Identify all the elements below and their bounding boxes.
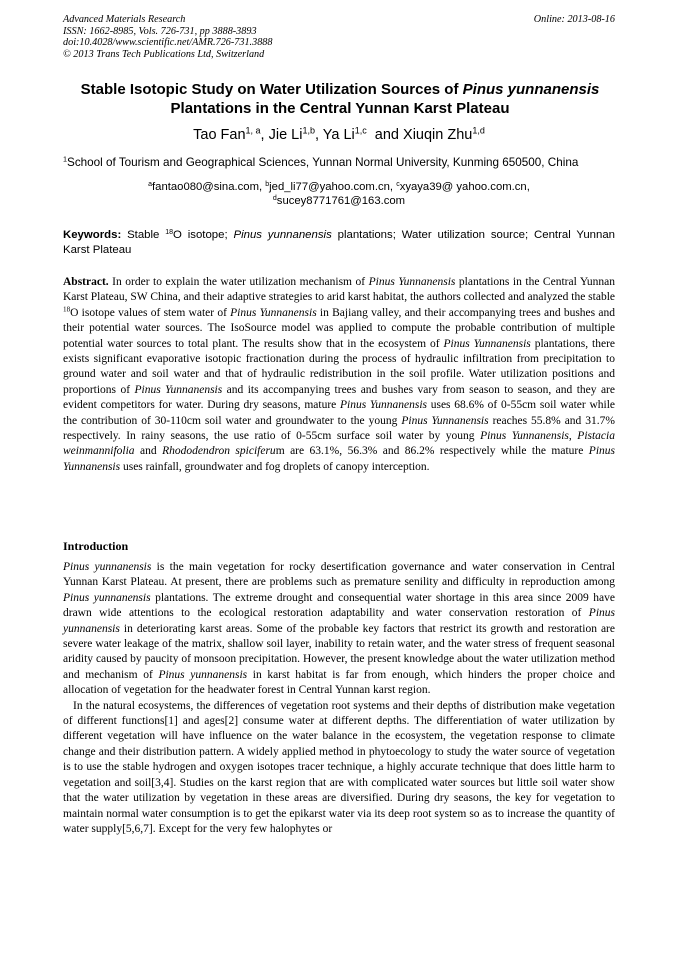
section-heading-introduction: Introduction — [63, 539, 129, 553]
keywords-label: Keywords: — [63, 229, 122, 241]
author-name: Ya Li — [322, 127, 355, 143]
online-date: Online: 2013-08-16 — [533, 14, 615, 25]
email-link[interactable]: xyaya39@ yahoo.com.cn, — [399, 181, 530, 193]
author-emails: $^a$fantao080@sina.com, $^b$jed_li77@yahoo.com.cn, $^c$xyaya39@ yahoo.com.cn, $^d$sucey8771761@163.com — [148, 180, 530, 207]
paragraph: Pinus yunnanensis is the main vegetation for rocky desertification governance and water conservation in Central Yunnan Karst Plateau. At present, there are problems such as premature senility and difficulty in reproduction among Pinus yunnanensis plantations. The extreme drought and consequential water shortage in this area since 2009 have drawn wide attentions to the ecological restoration adaptability and water conservation restoration of Pinus yunnanensis in deteriorating karst areas. Some of the probable key factors that restrict its growth and restoration are severe water leakage of the matrix, shallow soil layer, inability to retain water, and the water stress of frequent seasonal aridity caused by paucity of monsoon precipitation. However, the present knowledge about the water utilization method and mechanism of Pinus yunnanensis in karst habitat is far from enough, which hinders the proper choice and allocation of vegetation for the headwater forest in Central Yunnan karst region. — [63, 561, 615, 697]
email-link[interactable]: sucey8771761@163.com — [276, 195, 406, 207]
copyright-line: © 2013 Trans Tech Publications Ltd, Switzerland — [63, 48, 265, 60]
author-name: Tao Fan — [193, 127, 246, 143]
author-list: Tao Fan$^{1, a}$, Jie Li$^{1,b}$, Ya Li$^{1,c}$ and Xiuqin Zhu$^{1,d}$ — [193, 125, 485, 143]
email-link[interactable]: fantao080@sina.com, — [152, 181, 266, 193]
journal-header — [63, 14, 615, 60]
author-name: Jie Li — [268, 127, 303, 143]
doi-line: doi:10.4028/www.scientific.net/AMR.726-731.3888 — [63, 37, 273, 49]
journal-name: Advanced Materials Research — [63, 14, 186, 25]
email-link[interactable]: jed_li77@yahoo.com.cn, — [269, 181, 397, 193]
paragraph: In the natural ecosystems, the differences of vegetation root systems and their depths of distribution make vegetation of different functions[1] and ages[2] consume water at different depths. The differentiation of water utilization by different vegetation will have influence on the water balance in the ecosystem, the vegetation response to climate change and their distribution pattern. A widely applied method in phytoecology to study the water source of vegetation is to use the stable hydrogen and oxygen isotopes tracer technique, a highly accurate technique that does little harm to vegetation and soil[3,4]. Studies on the karst region that are with complicated water sources but little soil water show that the water utilization by vegetation in these areas are diversified. During dry seasons, the key for vegetation to maintain normal water consumption is to get the epikarst water via its deep root system so as to increase the quantity of water supply[5,6,7]. Except for the very few halophytes or — [63, 699, 615, 835]
affiliation: $^1$School of Tourism and Geographical Sciences, Yunnan Normal University, Kunming 650500, China — [63, 154, 579, 169]
paper-title: Stable Isotopic Study on Water Utilization Sources of Pinus yunnanensis Plantations in the Central Yunnan Karst Plateau — [80, 81, 600, 117]
issn-line: ISSN: 1662-8985, Vols. 726-731, pp 3888-3893 — [63, 25, 257, 37]
abstract-label: Abstract. — [63, 276, 109, 288]
author-name: Xiuqin Zhu — [403, 127, 473, 143]
keywords: Keywords: Stable $^{18}$O isotope; Pinus yunnanensis plantations; Water utilization source; Central Yunnan Karst Plateau — [63, 228, 615, 256]
abstract: Abstract. In order to explain the water utilization mechanism of Pinus Yunnanensis plantations in the Central Yunnan Karst Plateau, SW China, and their adaptive strategies to arid karst habitat, the authors collected and analyzed the stable $^{18}$O isotope values of stem water of Pinus Yunnanensis in Bajiang valley, and their accompanying trees and bushes and their potential water sources. The IsoSource model was applied to compute the probable contribution of multiple potential water sources to total plant. The results show that in the ecosystem of Pinus Yunnanensis plantations, there exists significant evaporative isotopic fractionation during the process of hydraulic infiltration from precipitation to ground water and soil water and that of hydraulic redistribution in the soil profile. Water utilization positions and proportions of Pinus Yunnanensis and its accompanying trees and bushes vary from season to season, and they are evident competitors for water. During dry seasons, mature Pinus Yunnanensis uses 68.6% of 0-55cm soil water while the contribution of 30-110cm soil water and groundwater to the young Pinus Yunnanensis reaches 55.8% and 31.7% respectively. In rainy seasons, the use ratio of 0-55cm surface soil water by young Pinus Yunnanensis, Pistacia weinmannifolia and Rhododendron spiciferum are 63.1%, 56.3% and 86.2% respectively while the mature Pinus Yunnanensis uses rainfall, groundwater and fog droplets of canopy interception. — [63, 276, 616, 473]
introduction-body — [63, 560, 615, 837]
